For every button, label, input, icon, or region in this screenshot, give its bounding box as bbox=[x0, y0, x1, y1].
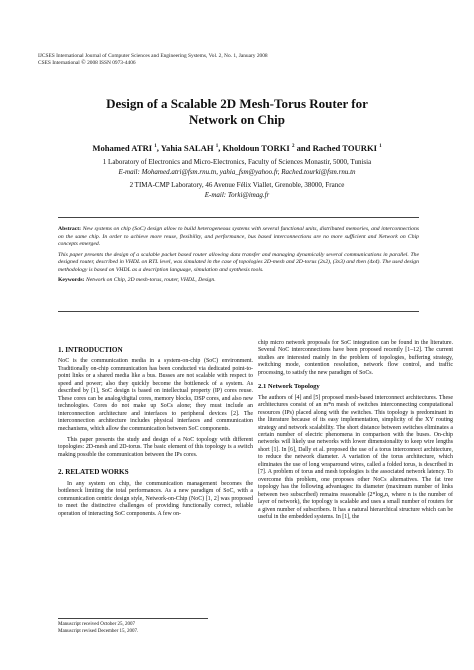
keywords bbox=[58, 277, 419, 285]
intro-paragraph-2: This paper presents the study and design of a NoC topology with different topologies: 2D-mesh and 2D-torus. The basic element of this topology is a switch making possible the communication between the IPs cores. bbox=[58, 436, 253, 458]
affiliation-1-email: E-mail: Mohamed.atri@fsm.rnu.tn, yahia_fsm@yahoo.fr, Rached.tourki@fsm.rnu.tn bbox=[118, 168, 356, 176]
author-name: Yahia SALAH bbox=[160, 143, 214, 153]
affiliation-2-email: E-mail: Torki@imag.fr bbox=[204, 191, 270, 199]
affiliation-1 bbox=[0, 157, 474, 177]
journal-line: IJCSES International Journal of Computer Sciences and Engineering Systems, Vol. 2, No. 1, January 2008 bbox=[38, 53, 268, 59]
author-affiliation-mark: 1 bbox=[215, 144, 219, 150]
footnote-received: Manuscript received October 25, 2007 bbox=[58, 622, 136, 627]
section-heading-introduction: 1. INTRODUCTION bbox=[58, 346, 123, 354]
topology-paragraph: The authors of [4] and [5] proposed mesh-based interconnect architectures. These architectures consist of an m*n mesh of switches interconnecting computational resources (IPs) placed along with the switches. This topology is predominant in the literature because of its easy implementation, simplicity of the XY routing strategy and network scalability. The short distance between switches eliminates a certain number of electric phenomena in comparison with the buses. On-chip networks will likely use networks with lower dimensionality to keep wire lengths short [1]. In [6], Dally et al. proposed the use of a torus interconnect architecture, to reduce the network diameter. A variation of the torus architecture, which eliminates the use of long wraparound wires, called a folded torus, is described in [7]. A problem of torus and mesh topologies is the associated network latency. To overcome this problem, one proposes other NoCs alternatives. The fat tree topology has the following advantages: its diameter (maximum number of links between two subscribed) remains reasonable (2*log₂n, where n is the number of layer of network), the topology is scalable and uses a small number of routers for a given number of subscribers. It has a natural hierarchical structure which can be useful in the embedded systems. In [1], the bbox=[258, 394, 453, 520]
cses-suffix: 2008 ISSN 0973-4406 bbox=[87, 60, 136, 66]
title-line-1: Design of a Scalable 2D Mesh-Torus Router for bbox=[106, 96, 368, 111]
subsection-heading-network-topology: 2.1 Network Topology bbox=[258, 383, 320, 391]
author-affiliation-mark: 1 bbox=[154, 144, 157, 150]
related-paragraph-continued: chip micro network proposals for SoC integration can be found in the literature. Several NoC interconnections have been proposed recently [1–12]. The current studies are interested mainly in the problem of topologies, buffering strategy, switching mode, contention resolution, network flow control, and traffic processing, to satisfy the new paradigm of SoCs. bbox=[258, 340, 453, 376]
cses-line bbox=[38, 60, 268, 67]
left-column bbox=[58, 347, 253, 522]
affiliation-2-name: 2 TIMA-CMP Laboratory, 46 Avenue Félix Viallet, Grenoble, 38000, France bbox=[129, 181, 345, 189]
cses-prefix: CSES International bbox=[38, 60, 80, 66]
author-name: Rached TOURKI bbox=[312, 143, 377, 153]
author-name: Kholdoun TORKI bbox=[222, 143, 290, 153]
copyright-icon: © bbox=[81, 60, 86, 66]
author-affiliation-mark: 2 bbox=[291, 144, 295, 150]
keywords-label: Keywords: bbox=[58, 277, 85, 283]
abstract-box bbox=[58, 217, 419, 312]
keywords-text: Network on Chip, 2D mesh-torus, router, VHDL, Design. bbox=[85, 277, 216, 283]
abstract-label: Abstract: bbox=[58, 226, 82, 232]
footnote-revised: Manuscript revised December 15, 2007. bbox=[58, 629, 139, 634]
intro-paragraph-1: NoC is the communication media in a system-on-chip (SoC) environment. Traditionally on-chip communication has been conducted via dedicated point-to-point links or a shared media like a bus. Busses are not scalable with respect to speed and power; also they quickly become the bottleneck of a system. As described by [1], SoC design is based on intellectual property (IP) cores reuse. These cores can be analog/digital cores, memory blocks, DSP cores, and also new technologies. Cores do not make up SoCs alone; they must include an interconnection architecture and interfaces to peripheral devices [2]. The interconnection architecture includes physical interfaces and communication mechanisms, which allow the communication between SoC components. bbox=[58, 358, 253, 432]
author-list: Mohamed ATRI $^1$, Yahia SALAH $^1$, Kholdoun TORKI $^2$ and Rached TOURKI $^1$ bbox=[92, 143, 382, 153]
affiliation-1-name: 1 Laboratory of Electronics and Micro-Electronics, Faculty of Sciences Monastir, 5000, Tunisia bbox=[102, 158, 372, 166]
paper-title bbox=[0, 96, 474, 128]
related-paragraph-1: In any system on chip, the communication management becomes the bottleneck limiting the total performances. As a new paradigm of SoC, with a communication centric design style, Network-on-Chip (NoC) [1, 2] was proposed to meet the distinctive challenges of providing functionally correct, reliable operation of interacting SoC components. A few on- bbox=[58, 480, 253, 517]
author-affiliation-mark: 1 bbox=[379, 144, 382, 150]
author-name: Mohamed ATRI bbox=[92, 143, 153, 153]
abstract-text-1: New systems on chip (SoC) design allow to build heterogeneous systems with several functional units, distributed memories, and interconnections on the same chip. In order to achieve more reuse, flexibility, and performance, bus based interconnections are no more sufficient and Network on Chip concepts emerged. bbox=[58, 226, 420, 247]
section-heading-related-works: 2. RELATED WORKS bbox=[58, 468, 129, 477]
abstract-paragraph-2: This paper presents the design of a scalable packet based router allowing data transfer and managing dynamically several communications in parallel. The designed router, described in VHDL on RTL level, was simulated in the case of topologies 2D-mesh and 2D-torus (2x2), (3x3) and then (4x4). The used design methodology is based on VHDL as a description language, simulation and synthesis tools. bbox=[58, 251, 419, 273]
abstract-paragraph-1 bbox=[58, 226, 419, 249]
title-line-2: Network on Chip bbox=[188, 112, 286, 127]
affiliation-2 bbox=[0, 180, 474, 200]
right-column bbox=[258, 340, 453, 525]
journal-header bbox=[38, 53, 268, 67]
manuscript-footnote bbox=[58, 618, 208, 635]
